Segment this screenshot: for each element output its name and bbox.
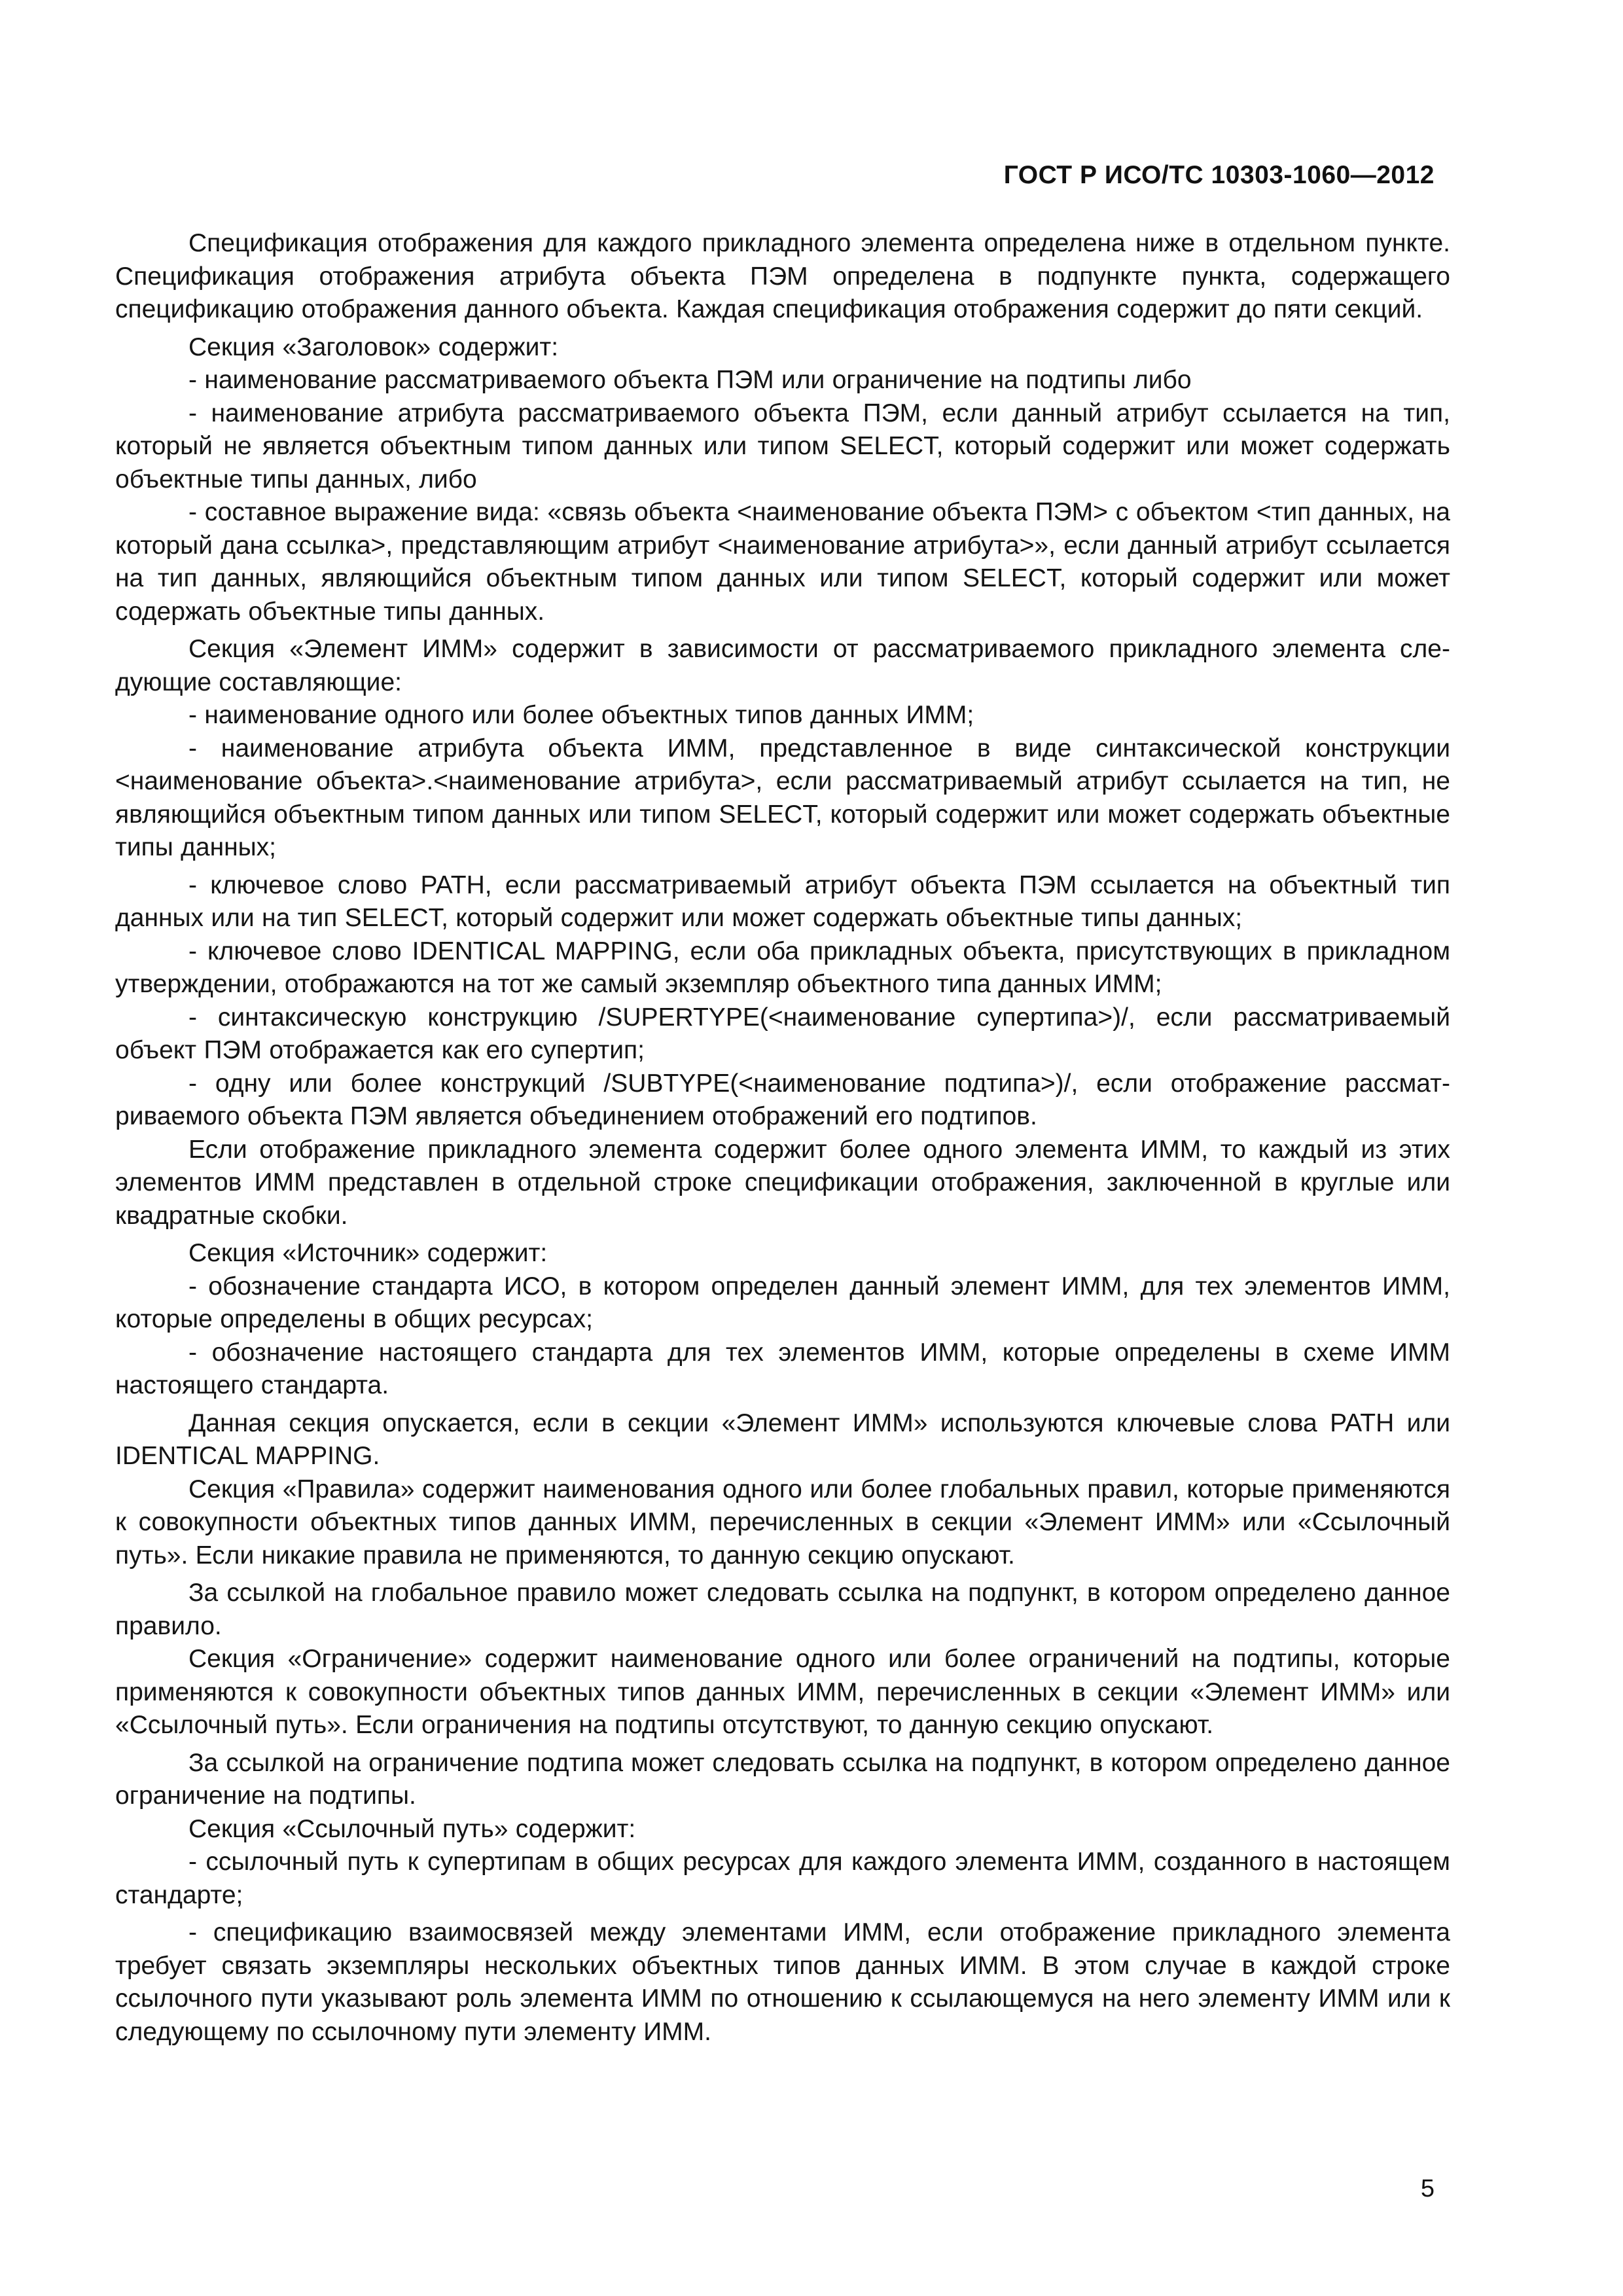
paragraph-header-section-title: Секция «Заголовок» содержит: <box>188 332 559 361</box>
list-item-reference-path-supertypes: - ссылочный путь к супертипам в общих ресурсах для каждого элемента ИММ, созданного в настоящем стандарте; <box>115 1848 1450 1909</box>
paragraph-source-section-title: Секция «Источник» содержит: <box>188 1239 548 1267</box>
list-item-header-attribute-name: - наименование атрибута рассматриваемого объекта ПЭМ, если данный атрибут ссылается на тип, который не является объектным типом данных или типом SELECT, который содержит или может содержать объектные типы данных, либо <box>115 399 1450 493</box>
list-item-header-compound-expression: - составное выражение вида: «связь объекта <наименование объекта ПЭМ> с объектом <тип данных, на который дана ссылка>, представляющим атрибут <наименование атрибута>», если данный атрибут ссылается на тип данных, являющийся объектным типом данных или типом SELECT, который содержит или может содержать объектные типы данных. <box>115 498 1450 626</box>
paragraph-aim-element-section-title: Секция «Элемент ИММ» содержит в зависимости от рассматриваемого прикладного элемента следующие составляющие: <box>115 635 1450 696</box>
paragraph-rules-reference: За ссылкой на глобальное правило может следовать ссылка на подпункт, в котором определено данное правило. <box>115 1579 1450 1640</box>
list-item-source-iso-standard: - обозначение стандарта ИСО, в котором определен данный элемент ИММ, для тех элементов ИММ, которые определены в общих ресурсах; <box>115 1272 1450 1333</box>
standard-designation-header: ГОСТ Р ИСО/ТС 10303-1060—2012 <box>1003 161 1435 189</box>
paragraph-constraint-section: Секция «Ограничение» содержит наименование одного или более ограничений на подтипы, которые применяются к совокупности объектных типов данных ИММ, перечисленных в секции «Элемент ИММ» или «Ссылочный путь». Если ограничения на подтипы отсутствуют, то данную секцию опускают. <box>115 1645 1450 1739</box>
paragraph-mapping-spec-intro: Спецификация отображения для каждого прикладного элемента определена ниже в отдельном пункте. Спецификация отображения атрибута объекта ПЭМ определена в подпункте пункта, содержащего спецификацию отображения данного объекта. Каждая спецификация отображения содержит до пяти секций. <box>115 229 1450 323</box>
list-item-path-keyword: - ключевое слово PATH, если рассматриваемый атрибут объекта ПЭМ ссылается на объектный тип данных или на тип SELECT, который содержит или может содержать объектные типы данных; <box>115 870 1450 932</box>
paragraph-source-section-omitted: Данная секция опускается, если в секции «Элемент ИММ» используются ключевые слова PATH или IDENTICAL MAPPING. <box>115 1408 1450 1470</box>
paragraph-multiple-aim-elements: Если отображение прикладного элемента содержит более одного элемента ИММ, то каждый из этих элементов ИММ представлен в отдельной строке спецификации отображения, заключенной в круглые или квадратные скобки. <box>115 1135 1450 1230</box>
list-item-aim-entity-names: - наименование одного или более объектных типов данных ИММ; <box>188 701 974 729</box>
list-item-source-this-standard: - обозначение настоящего стандарта для тех элементов ИММ, которые определены в схеме ИММ настоящего стандарта. <box>115 1338 1450 1399</box>
paragraph-constraint-reference: За ссылкой на ограничение подтипа может следовать ссылка на подпункт, в котором определено данное ограничение на подтипы. <box>115 1748 1450 1810</box>
list-item-reference-path-relationships: - спецификацию взаимосвязей между элементами ИММ, если отображение прикладного элемента требует связать экземпляры нескольких объектных типов данных ИММ. В этом случае в каждой строке ссылочного пути указывают роль элемента ИММ по отношению к ссылающемуся на него элементу ИММ или к следующему по ссылочному пути элементу ИММ. <box>115 1918 1450 2046</box>
list-item-aim-attribute-name: - наименование атрибута объекта ИММ, представленное в виде синтаксической конструкции <наименование объекта>.<наименование атрибута>, если рассматриваемый атрибут ссылается на тип, не являющийся объектным типом данных или типом SELECT, который содержит или может содержать объектные типы данных; <box>115 734 1450 861</box>
list-item-identical-mapping-keyword: - ключевое слово IDENTICAL MAPPING, если оба прикладных объекта, присутствующих в прикладном утверждении, отображаются на тот же самый экземпляр объектного типа данных ИММ; <box>115 937 1450 998</box>
document-body <box>115 227 1450 2049</box>
list-item-supertype-construct: - синтаксическую конструкцию /SUPERTYPE(<наименование супертипа>)/, если рассматриваемый объект ПЭМ отображается как его супертип; <box>115 1003 1450 1064</box>
list-item-header-entity-name: - наименование рассматриваемого объекта ПЭМ или ограничение на подтипы либо <box>188 366 1192 394</box>
paragraph-reference-path-section-title: Секция «Ссылочный путь» содержит: <box>188 1814 636 1843</box>
paragraph-rules-section: Секция «Правила» содержит наименования одного или более глобальных правил, которые применяются к совокупности объектных типов данных ИММ, перечисленных в секции «Элемент ИММ» или «Ссылочный путь». Если никакие правила не применяются, то данную секцию опускают. <box>115 1475 1450 1570</box>
page-number: 5 <box>1420 2175 1435 2202</box>
list-item-subtype-construct: - одну или более конструкций /SUBTYPE(<наименование подтипа>)/, если отображение рассматриваемого объекта ПЭМ является объединением отображений его подтипов. <box>115 1069 1450 1130</box>
